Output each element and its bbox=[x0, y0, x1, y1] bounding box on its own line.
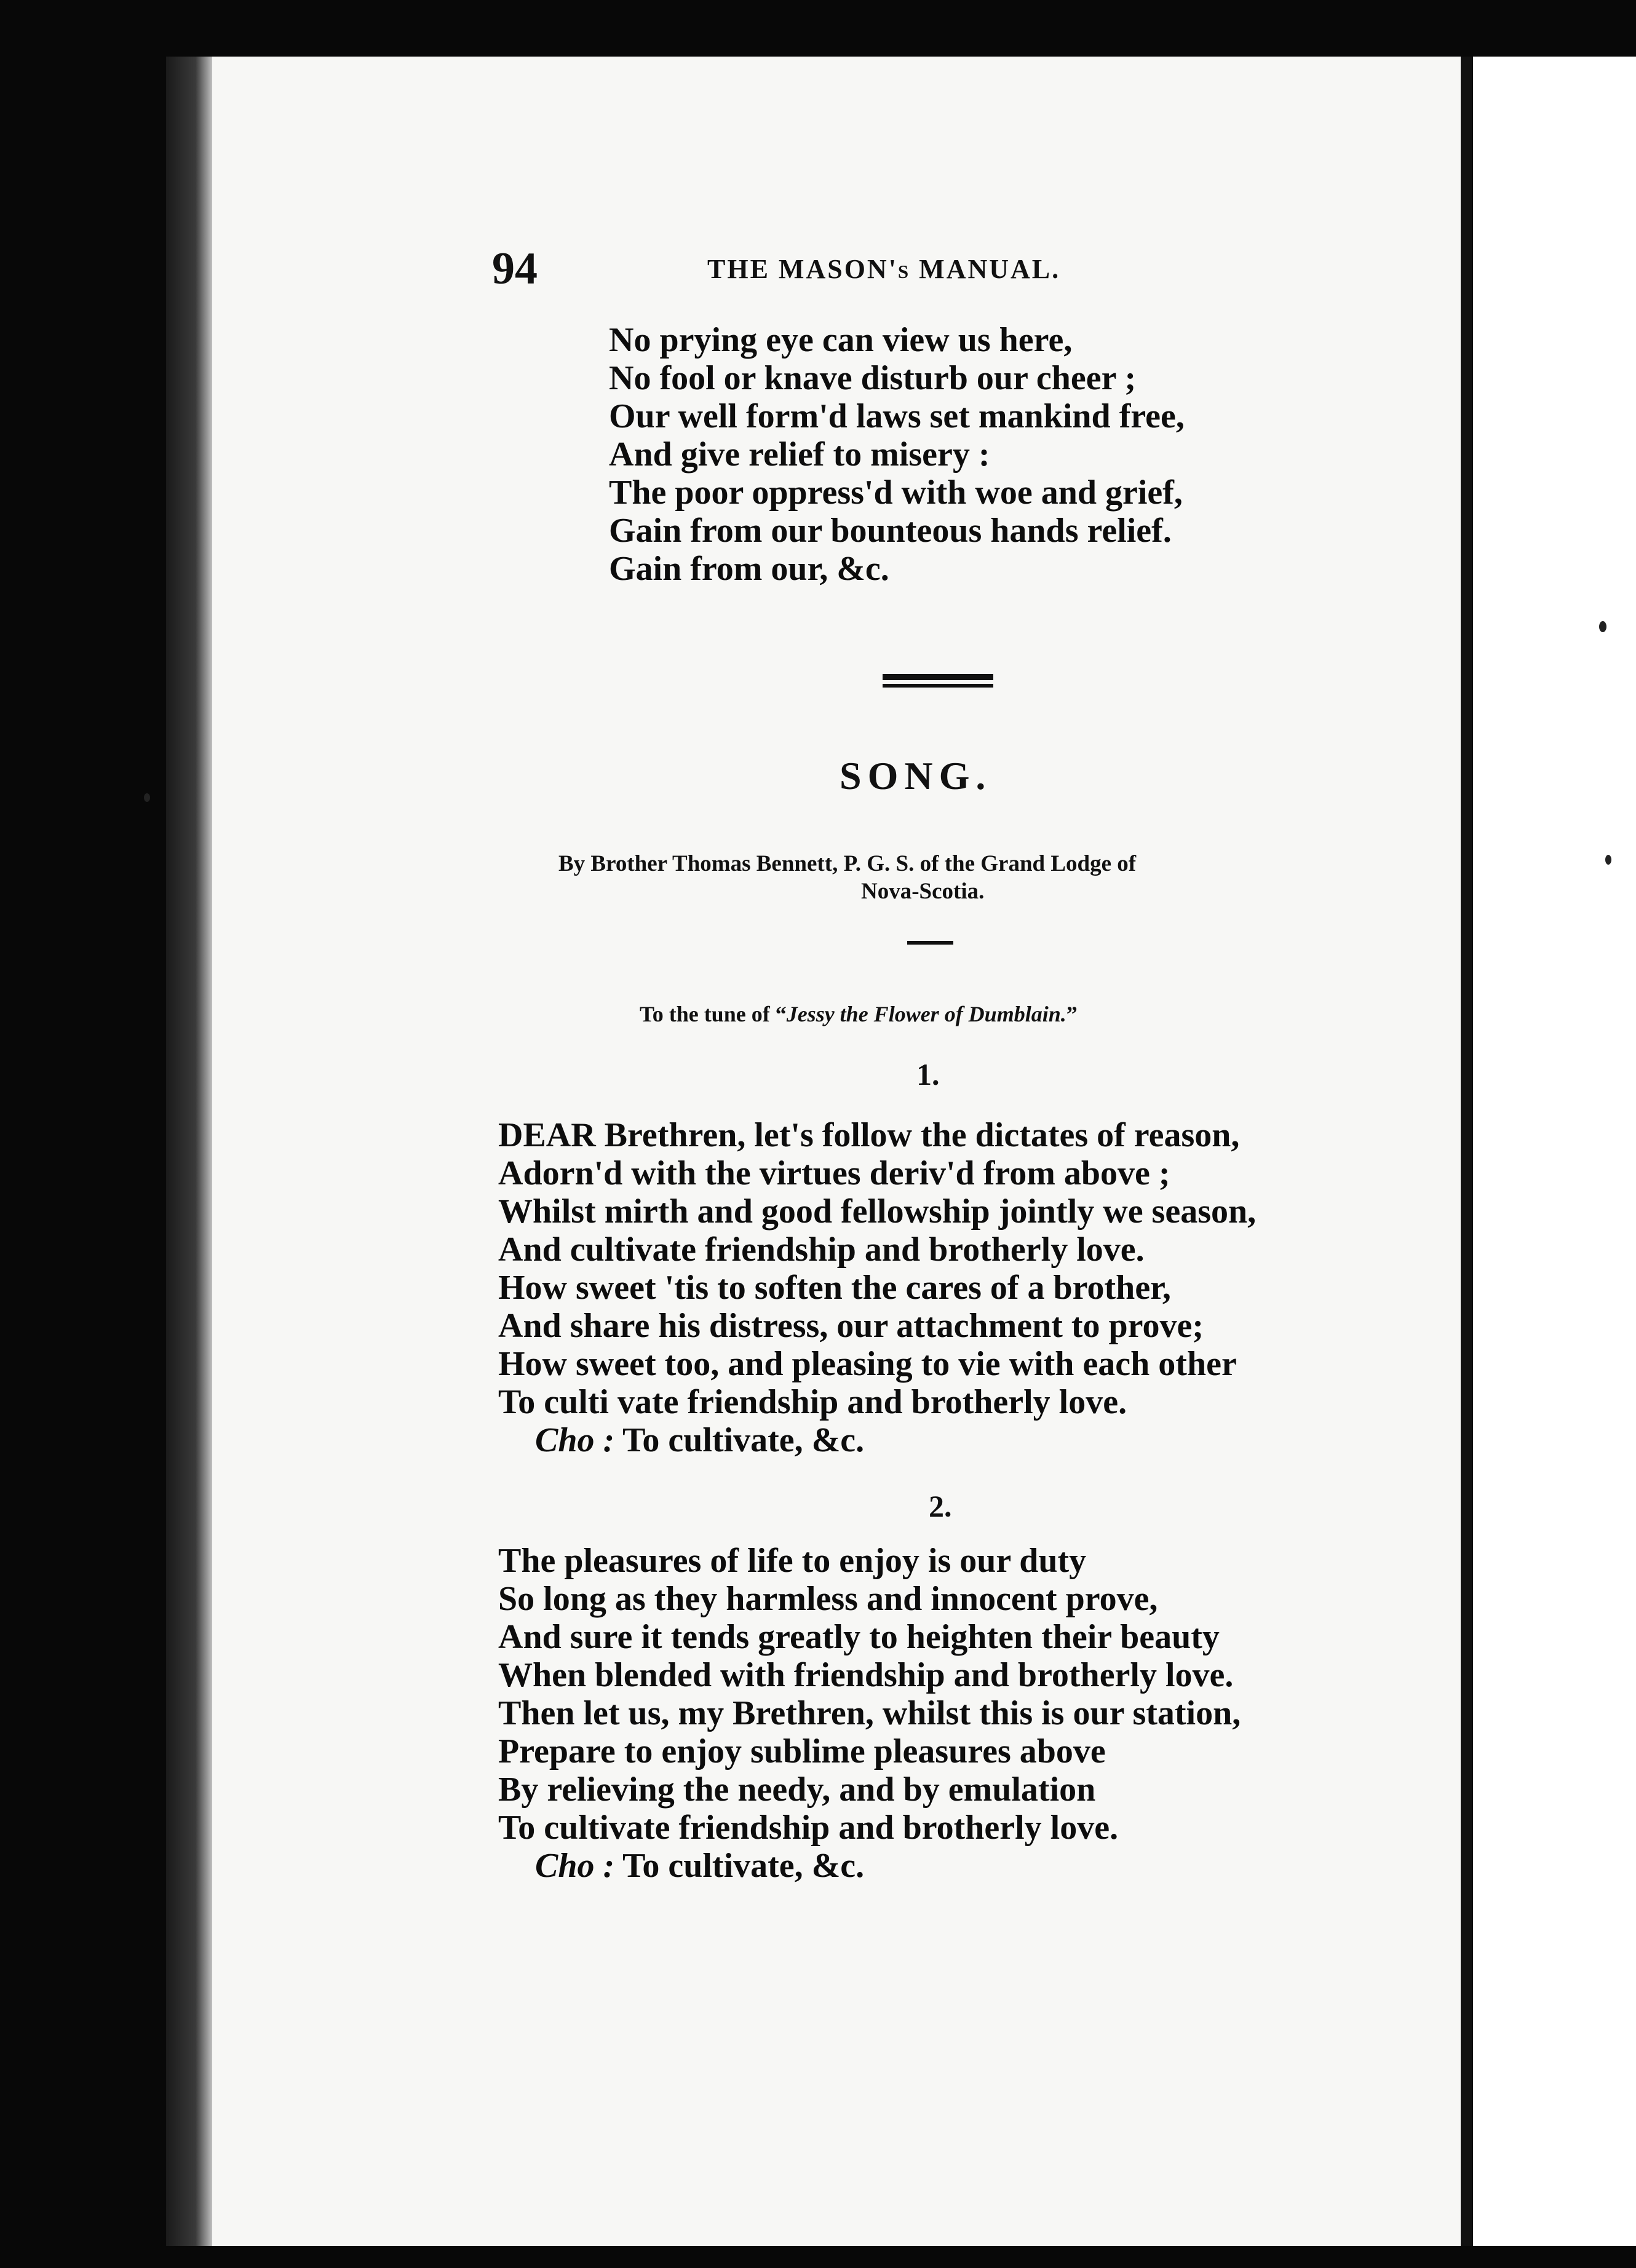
verse-line: No fool or knave disturb our cheer ; bbox=[609, 359, 1137, 397]
tune-name: Jessy the Flower of Dumblain. bbox=[786, 1002, 1066, 1026]
verse-line: How sweet 'tis to soften the cares of a brother, bbox=[498, 1269, 1171, 1307]
chorus-label: Cho : bbox=[535, 1847, 615, 1885]
scan-speck bbox=[1599, 621, 1606, 632]
byline: By Brother Thomas Bennett, P. G. S. of the Grand Lodge of bbox=[558, 851, 1137, 876]
chorus-text: To cultivate, &c. bbox=[622, 1421, 865, 1459]
stanza-continued bbox=[609, 321, 1185, 588]
verse-line: By relieving the needy, and by emulation bbox=[498, 1770, 1096, 1809]
scan-speck bbox=[144, 793, 150, 802]
verse-number: 1. bbox=[916, 1057, 940, 1092]
short-rule bbox=[907, 941, 953, 945]
verse-number: 2. bbox=[929, 1489, 952, 1523]
verse-line: And give relief to misery : bbox=[609, 435, 990, 474]
verse-line: The poor oppress'd with woe and grief, bbox=[609, 474, 1183, 512]
verse-line: Whilst mirth and good fellowship jointly we season, bbox=[498, 1192, 1257, 1231]
song-title: SONG. bbox=[840, 754, 992, 798]
verse-line: Gain from our, &c. bbox=[609, 550, 889, 588]
verse-line: And sure it tends greatly to heighten their beauty bbox=[498, 1618, 1220, 1656]
next-leaf-edge bbox=[1461, 57, 1473, 2246]
byline-continued: Nova-Scotia. bbox=[861, 879, 985, 904]
verse-line: So long as they harmless and innocent prove, bbox=[498, 1580, 1158, 1618]
verse-line: To culti vate friendship and brotherly love. bbox=[498, 1383, 1127, 1421]
scan-speck bbox=[1605, 855, 1611, 865]
verse-line: How sweet too, and pleasing to vie with each other bbox=[498, 1345, 1237, 1383]
chorus-text: To cultivate, &c. bbox=[622, 1847, 865, 1885]
verse-line: Gain from our bounteous hands relief. bbox=[609, 512, 1172, 550]
verse-line: Adorn'd with the virtues deriv'd from above ; bbox=[498, 1154, 1170, 1192]
running-head: THE MASON's MANUAL. bbox=[707, 254, 1061, 284]
page-number: 94 bbox=[492, 244, 538, 294]
section-rule bbox=[883, 684, 993, 688]
verse-line: DEAR Brethren, let's follow the dictates of reason, bbox=[498, 1116, 1240, 1154]
section-rule bbox=[883, 674, 993, 680]
verse-line: To cultivate friendship and brotherly love. bbox=[498, 1809, 1119, 1847]
tune-note bbox=[640, 1001, 1078, 1027]
chorus-line bbox=[498, 1847, 1241, 1885]
verse-line: Prepare to enjoy sublime pleasures above bbox=[498, 1732, 1106, 1770]
verse-line: The pleasures of life to enjoy is our duty bbox=[498, 1542, 1087, 1580]
tune-suffix: ” bbox=[1066, 1002, 1078, 1026]
chorus-line bbox=[498, 1421, 1256, 1459]
verse-line: And share his distress, our attachment to prove; bbox=[498, 1307, 1204, 1345]
verse-line: Then let us, my Brethren, whilst this is our station, bbox=[498, 1694, 1241, 1732]
verse-line: When blended with friendship and brotherly love. bbox=[498, 1656, 1234, 1694]
verse-1 bbox=[498, 1116, 1256, 1459]
binding-shadow bbox=[166, 57, 215, 2246]
chorus-label: Cho : bbox=[535, 1421, 615, 1459]
verse-line: Our well form'd laws set mankind free, bbox=[609, 397, 1185, 435]
verse-2 bbox=[498, 1542, 1241, 1885]
tune-prefix: To the tune of “ bbox=[640, 1002, 787, 1026]
verse-line: And cultivate friendship and brotherly love. bbox=[498, 1231, 1145, 1269]
facing-page-margin bbox=[1473, 57, 1636, 2246]
verse-line: No prying eye can view us here, bbox=[609, 321, 1073, 359]
